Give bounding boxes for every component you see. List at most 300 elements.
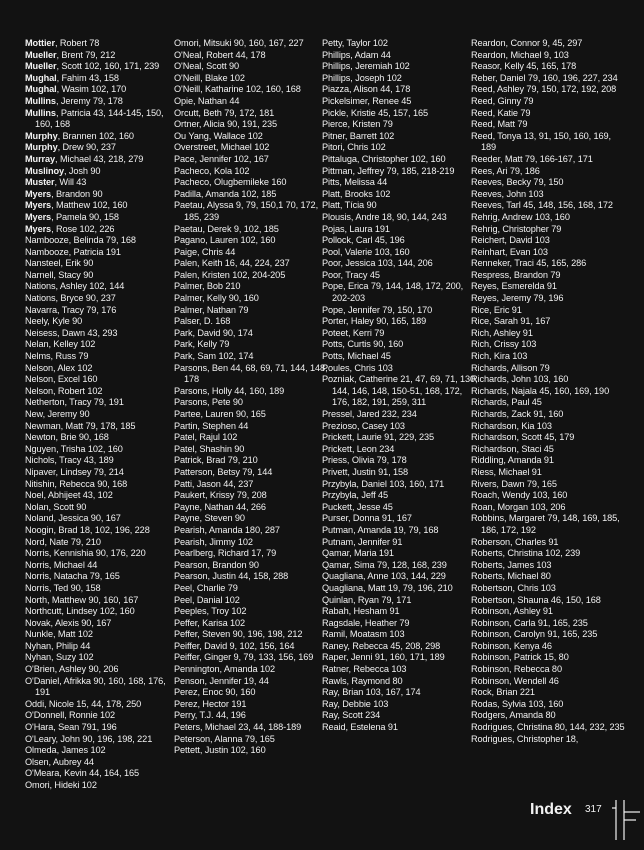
index-entry — [174, 722, 331, 734]
index-entry — [322, 687, 479, 699]
index-entry — [322, 699, 479, 711]
index-entry — [25, 421, 182, 433]
page-number: 317 — [585, 804, 602, 815]
index-entry — [322, 467, 479, 479]
index-entry — [25, 676, 182, 699]
entry-text: Ray, Scott 234 — [322, 710, 381, 721]
index-entry — [322, 409, 479, 421]
entry-text: O'Hara, Sean 791, 196 — [25, 722, 117, 733]
index-entry — [174, 734, 331, 746]
index-entry — [25, 374, 182, 386]
entry-text: Nguyen, Trisha 102, 160 — [25, 443, 123, 454]
entry-text: Pojas, Laura 191 — [322, 223, 390, 234]
entry-text: Richards, Allison 79 — [471, 362, 550, 373]
index-entry — [471, 200, 628, 212]
entry-text: Renneker, Traci 45, 165, 286 — [471, 258, 587, 269]
entry-text: Porter, Haley 90, 165, 189 — [322, 316, 427, 327]
index-entry — [25, 757, 182, 769]
entry-text: , Rose 102, 226 — [51, 223, 115, 234]
entry-text: Pope, Jennifer 79, 150, 170 — [322, 304, 433, 315]
index-entry — [174, 316, 331, 328]
entry-text: Pagano, Lauren 102, 160 — [174, 235, 276, 246]
index-entry — [25, 560, 182, 572]
index-column-1 — [25, 38, 182, 792]
index-entry — [174, 548, 331, 560]
index-entry — [471, 560, 628, 572]
entry-surname: Mughal — [25, 72, 57, 83]
index-entry — [322, 618, 479, 630]
index-entry — [471, 316, 628, 328]
index-entry — [25, 664, 182, 676]
entry-surname: Muslinoy — [25, 165, 65, 176]
entry-text: Richards, Zack 91, 160 — [471, 409, 564, 419]
entry-text: O'Leary, John 90, 196, 198, 221 — [25, 733, 153, 744]
entry-text: Rice, Eric 91 — [471, 304, 522, 315]
index-entry — [471, 537, 628, 549]
entry-text: Roan, Morgan 103, 206 — [471, 501, 566, 512]
entry-text: Rodrigues, Christina 80, 144, 232, 235 — [471, 722, 625, 733]
entry-text: Nations, Ashley 102, 144 — [25, 281, 125, 292]
index-entry — [322, 38, 479, 50]
index-entry — [174, 421, 331, 433]
index-entry — [174, 397, 331, 409]
index-entry — [471, 293, 628, 305]
entry-text: Parsons, Holly 44, 160, 189 — [174, 385, 285, 396]
index-entry — [471, 38, 628, 50]
index-entry — [25, 96, 182, 108]
index-entry — [25, 548, 182, 560]
entry-text: Paige, Chris 44 — [174, 246, 236, 257]
index-entry — [322, 142, 479, 154]
entry-text: Reeves, Becky 79, 150 — [471, 177, 564, 188]
index-entry — [471, 455, 628, 467]
index-entry — [25, 525, 182, 537]
index-entry — [322, 61, 479, 73]
index-entry — [471, 131, 628, 154]
index-entry — [322, 421, 479, 433]
index-entry — [322, 270, 479, 282]
entry-text: Olsen, Aubrey 44 — [25, 756, 94, 767]
entry-text: Petty, Taylor 102 — [322, 38, 388, 48]
index-entry — [174, 293, 331, 305]
entry-text: Newman, Matt 79, 178, 185 — [25, 420, 136, 431]
entry-text: Paukert, Krissy 79, 208 — [174, 490, 267, 501]
entry-text: O'Brien, Ashley 90, 206 — [25, 664, 119, 675]
index-entry — [471, 710, 628, 722]
index-entry — [322, 305, 479, 317]
index-entry — [25, 224, 182, 236]
index-entry — [25, 38, 182, 50]
index-entry — [471, 513, 628, 536]
entry-text: O'Neal, Robert 44, 178 — [174, 49, 266, 60]
entry-text: Rich, Ashley 91 — [471, 327, 533, 338]
entry-text: Pittman, Jeffrey 79, 185, 218-219 — [322, 165, 455, 176]
index-entry — [25, 212, 182, 224]
entry-text: Pennington, Amanda 102 — [174, 664, 275, 675]
index-entry — [25, 235, 182, 247]
entry-text: Robinson, Ashley 91 — [471, 606, 553, 617]
entry-text: Nyhan, Suzy 102 — [25, 652, 94, 663]
entry-text: Payne, Nathan 44, 266 — [174, 501, 266, 512]
entry-text: Pace, Jennifer 102, 167 — [174, 153, 269, 164]
index-entry — [25, 710, 182, 722]
entry-surname: Murray — [25, 153, 56, 164]
index-entry — [471, 629, 628, 641]
entry-text: Nyhan, Philip 44 — [25, 640, 91, 651]
index-entry — [174, 270, 331, 282]
index-entry — [174, 200, 331, 223]
entry-text: Ragsdale, Heather 79 — [322, 617, 410, 628]
index-entry — [174, 699, 331, 711]
entry-text: Rice, Sarah 91, 167 — [471, 316, 551, 327]
entry-text: Pacheco, Olugbemileke 160 — [174, 177, 287, 188]
index-entry — [471, 363, 628, 375]
index-entry — [25, 583, 182, 595]
entry-text: Park, Sam 102, 174 — [174, 351, 254, 362]
entry-text: Partin, Stephen 44 — [174, 420, 249, 431]
page-footer — [530, 800, 640, 840]
entry-text: Richardson, Staci 45 — [471, 443, 554, 454]
index-entry — [471, 490, 628, 502]
entry-text: Roberts, James 103 — [471, 559, 552, 570]
entry-text: Robinson, Rebecca 80 — [471, 664, 562, 675]
entry-surname: Mottier — [25, 38, 55, 48]
index-entry — [471, 618, 628, 630]
entry-text: Reed, Ashley 79, 150, 172, 192, 208 — [471, 84, 617, 95]
index-entry — [471, 432, 628, 444]
entry-text: O'Neill, Blake 102 — [174, 72, 245, 83]
entry-text: Pittaluga, Christopher 102, 160 — [322, 153, 446, 164]
entry-text: , Matthew 102, 160 — [51, 200, 128, 211]
entry-text: Reeves, Tarl 45, 148, 156, 168, 172 — [471, 200, 613, 211]
index-entry — [471, 571, 628, 583]
entry-text: Oddi, Nicole 15, 44, 178, 250 — [25, 698, 142, 709]
index-entry — [322, 84, 479, 96]
entry-text: Overstreet, Michael 102 — [174, 142, 270, 153]
entry-text: Priess, Olivia 79, 178 — [322, 455, 407, 466]
index-column-3 — [322, 38, 479, 734]
entry-text: Park, David 90, 174 — [174, 327, 253, 338]
index-entry — [471, 595, 628, 607]
entry-text: Qamar, Sima 79, 128, 168, 239 — [322, 559, 447, 570]
entry-text: , Brandon 90 — [51, 188, 103, 199]
entry-text: Nelms, Russ 79 — [25, 351, 89, 362]
index-entry — [174, 629, 331, 641]
entry-text: Pearlberg, Richard 17, 79 — [174, 548, 277, 559]
entry-text: Rawls, Raymond 80 — [322, 675, 403, 686]
index-entry — [322, 131, 479, 143]
entry-text: Pickle, Kristie 45, 157, 165 — [322, 107, 428, 118]
index-entry — [25, 397, 182, 409]
index-entry — [322, 351, 479, 363]
entry-text: Rodas, Sylvia 103, 160 — [471, 698, 564, 709]
index-entry — [322, 513, 479, 525]
index-entry — [25, 490, 182, 502]
entry-text: Ou Yang, Wallace 102 — [174, 130, 263, 141]
index-entry — [25, 281, 182, 293]
index-entry — [25, 61, 182, 73]
entry-text: Reber, Daniel 79, 160, 196, 227, 234 — [471, 72, 618, 83]
index-entry — [174, 432, 331, 444]
index-entry — [174, 61, 331, 73]
entry-text: Robinson, Carla 91, 165, 235 — [471, 617, 588, 628]
entry-text: Phillips, Adam 44 — [322, 49, 391, 60]
index-entry — [471, 73, 628, 85]
entry-text: Paetau, Alyssa 9, 79, 150,1 70, 172, 185, 239 — [174, 200, 319, 222]
entry-text: O'Donnell, Ronnie 102 — [25, 710, 116, 721]
entry-text: Neely, Kyle 90 — [25, 316, 83, 327]
index-entry — [174, 189, 331, 201]
entry-text: Pickelsimer, Renee 45 — [322, 95, 412, 106]
entry-text: Pitori, Chris 102 — [322, 142, 386, 153]
index-entry — [174, 339, 331, 351]
entry-text: Nunkle, Matt 102 — [25, 629, 93, 640]
entry-text: Rock, Brian 221 — [471, 687, 535, 698]
entry-text: Omori, Mitsuki 90, 160, 167, 227 — [174, 38, 304, 48]
entry-text: Potts, Curtis 90, 160 — [322, 339, 404, 350]
index-entry — [174, 38, 331, 50]
entry-text: Peel, Charlie 79 — [174, 582, 238, 593]
index-entry — [471, 212, 628, 224]
entry-text: Robertson, Shauna 46, 150, 168 — [471, 594, 601, 605]
index-entry — [471, 305, 628, 317]
index-entry — [25, 363, 182, 375]
entry-text: Navarra, Tracy 79, 176 — [25, 304, 117, 315]
index-entry — [25, 699, 182, 711]
entry-text: Rodrigues, Christopher 18, — [471, 733, 579, 744]
index-entry — [471, 339, 628, 351]
entry-text: O'Meara, Kevin 44, 164, 165 — [25, 768, 139, 779]
index-entry — [174, 131, 331, 143]
entry-text: Pearish, Amanda 180, 287 — [174, 524, 280, 535]
entry-text: Poules, Chris 103 — [322, 362, 393, 373]
index-entry — [25, 618, 182, 630]
index-entry — [471, 84, 628, 96]
index-entry — [322, 676, 479, 688]
entry-text: O'Neill, Katharine 102, 160, 168 — [174, 84, 301, 95]
entry-text: Qamar, Maria 191 — [322, 548, 394, 559]
index-entry — [25, 50, 182, 62]
index-entry — [174, 305, 331, 317]
entry-text: Raper, Jenni 91, 160, 171, 189 — [322, 652, 445, 663]
index-entry — [471, 676, 628, 688]
index-entry — [471, 166, 628, 178]
entry-text: Rees, Ari 79, 186 — [471, 165, 540, 176]
entry-text: Rehrig, Andrew 103, 160 — [471, 211, 570, 222]
index-entry — [471, 281, 628, 293]
entry-text: Payne, Steven 90 — [174, 513, 245, 524]
index-entry — [322, 664, 479, 676]
index-entry — [322, 560, 479, 572]
entry-text: Rich, Crissy 103 — [471, 339, 537, 350]
entry-text: O'Neal, Scott 90 — [174, 61, 240, 72]
index-entry — [322, 629, 479, 641]
index-entry — [322, 50, 479, 62]
index-entry — [25, 189, 182, 201]
entry-text: Park, Kelly 79 — [174, 339, 230, 350]
entry-text: Richardson, Scott 45, 179 — [471, 432, 575, 443]
entry-text: Nations, Bryce 90, 237 — [25, 293, 116, 304]
entry-text: Rabah, Hesham 91 — [322, 606, 400, 617]
index-entry — [174, 710, 331, 722]
entry-text: Reinhart, Evan 103 — [471, 246, 548, 257]
entry-text: Padilla, Amanda 102, 185 — [174, 188, 277, 199]
index-entry — [174, 247, 331, 259]
index-entry — [471, 409, 628, 421]
index-entry — [471, 61, 628, 73]
entry-text: Peffer, Steven 90, 196, 198, 212 — [174, 629, 303, 640]
entry-text: Robinson, Carolyn 91, 165, 235 — [471, 629, 598, 640]
entry-text: Przybyla, Daniel 103, 160, 171 — [322, 478, 445, 489]
index-entry — [322, 154, 479, 166]
index-entry — [174, 50, 331, 62]
index-entry — [471, 270, 628, 282]
entry-text: Nelson, Robert 102 — [25, 385, 103, 396]
entry-text: Roach, Wendy 103, 160 — [471, 490, 568, 501]
index-entry — [25, 479, 182, 491]
entry-text: Pacheco, Kola 102 — [174, 165, 250, 176]
entry-text: Peel, Danial 102 — [174, 594, 240, 605]
entry-text: Parsons, Ben 44, 68, 69, 71, 144, 148, 178 — [174, 362, 328, 385]
index-entry — [25, 432, 182, 444]
index-entry — [174, 84, 331, 96]
index-entry — [471, 247, 628, 259]
index-entry — [174, 571, 331, 583]
entry-text: Norris, Michael 44 — [25, 559, 98, 570]
entry-text: Richards, John 103, 160 — [471, 374, 569, 385]
entry-text: Roberts, Michael 80 — [471, 571, 551, 582]
index-entry — [25, 316, 182, 328]
index-entry — [25, 305, 182, 317]
entry-text: Reasor, Kelly 45, 165, 178 — [471, 61, 577, 72]
index-entry — [25, 200, 182, 212]
index-entry — [471, 96, 628, 108]
index-entry — [322, 606, 479, 618]
index-entry — [322, 316, 479, 328]
entry-text: Narnell, Stacy 90 — [25, 269, 94, 280]
index-entry — [25, 745, 182, 757]
index-entry — [25, 409, 182, 421]
entry-text: Pope, Erica 79, 144, 148, 172, 200, 202-203 — [322, 281, 464, 304]
entry-text: Nambooze, Patricia 191 — [25, 246, 121, 257]
entry-text: Palser, D. 168 — [174, 316, 231, 327]
entry-text: Nipaver, Lindsey 79, 214 — [25, 466, 124, 477]
entry-text: Quinlan, Ryan 79, 171 — [322, 594, 412, 605]
entry-text: Puckett, Jesse 45 — [322, 501, 393, 512]
entry-text: Robertson, Chris 103 — [471, 582, 556, 593]
entry-text: Przybyla, Jeff 45 — [322, 490, 389, 501]
entry-text: Patel, Shashin 90 — [174, 443, 245, 454]
entry-text: Nolan, Scott 90 — [25, 501, 87, 512]
entry-text: Putnam, Jennifer 91 — [322, 536, 403, 547]
entry-text: Pearson, Brandon 90 — [174, 559, 259, 570]
index-entry — [471, 606, 628, 618]
entry-text: Patterson, Betsy 79, 144 — [174, 466, 273, 477]
entry-surname: Myers — [25, 200, 52, 211]
entry-text: Putman, Amanda 19, 79, 168 — [322, 524, 439, 535]
index-entry — [25, 652, 182, 664]
entry-text: Pierce, Kristen 79 — [322, 119, 393, 130]
entry-text: Norris, Ted 90, 158 — [25, 582, 101, 593]
index-entry — [322, 490, 479, 502]
entry-text: Reed, Ginny 79 — [471, 95, 534, 106]
entry-text: Patrick, Brad 79, 210 — [174, 455, 258, 466]
entry-text: Privett, Justin 91, 158 — [322, 466, 409, 477]
index-entry — [174, 676, 331, 688]
index-entry — [174, 467, 331, 479]
entry-text: Pearish, Jimmy 102 — [174, 536, 253, 547]
index-entry — [174, 560, 331, 572]
entry-text: Richardson, Kia 103 — [471, 420, 552, 431]
index-entry — [322, 258, 479, 270]
index-entry — [322, 281, 479, 304]
entry-text: Orcutt, Beth 79, 172, 181 — [174, 107, 275, 118]
index-entry — [25, 768, 182, 780]
index-entry — [322, 525, 479, 537]
index-entry — [25, 537, 182, 549]
index-entry — [471, 467, 628, 479]
index-entry — [25, 339, 182, 351]
entry-text: Palmer, Bob 210 — [174, 281, 241, 292]
index-entry — [471, 386, 628, 398]
entry-text: Phillips, Joseph 102 — [322, 72, 402, 83]
entry-text: Norris, Natacha 79, 165 — [25, 571, 120, 582]
entry-text: Noogin, Brad 18, 102, 196, 228 — [25, 524, 150, 535]
index-entry — [322, 479, 479, 491]
index-entry — [174, 618, 331, 630]
entry-text: Plousis, Andre 18, 90, 144, 243 — [322, 211, 447, 222]
index-entry — [25, 734, 182, 746]
index-label: Index — [530, 801, 572, 818]
index-entry — [174, 687, 331, 699]
entry-text: Olmeda, James 102 — [25, 745, 106, 756]
index-entry — [471, 583, 628, 595]
entry-text: Perez, Hector 191 — [174, 698, 247, 709]
entry-surname: Muster — [25, 177, 55, 188]
index-entry — [174, 328, 331, 340]
index-entry — [25, 455, 182, 467]
entry-text: Peeples, Troy 102 — [174, 606, 247, 617]
index-entry — [471, 641, 628, 653]
index-entry — [174, 502, 331, 514]
entry-text: Palmer, Nathan 79 — [174, 304, 249, 315]
index-entry — [471, 50, 628, 62]
entry-surname: Myers — [25, 188, 52, 199]
index-entry — [25, 73, 182, 85]
entry-text: Noel, Abhijeet 43, 102 — [25, 490, 113, 501]
index-entry — [25, 154, 182, 166]
index-entry — [174, 235, 331, 247]
entry-text: Ray, Debbie 103 — [322, 698, 389, 709]
entry-text: Riddling, Amanda 91 — [471, 455, 554, 466]
index-entry — [174, 513, 331, 525]
entry-text: Prickett, Leon 234 — [322, 443, 395, 454]
entry-surname: Mughal — [25, 84, 57, 95]
entry-text: Peiffer, David 9, 102, 156, 164 — [174, 640, 295, 651]
entry-text: , Robert 78 — [54, 38, 100, 48]
index-entry — [322, 166, 479, 178]
index-column-2 — [174, 38, 331, 757]
index-entry — [322, 374, 479, 409]
entry-text: Rehrig, Christopher 79 — [471, 223, 562, 234]
index-entry — [322, 73, 479, 85]
entry-surname: Mullins — [25, 95, 56, 106]
index-entry — [174, 583, 331, 595]
index-entry — [174, 664, 331, 676]
entry-text: , Fahim 43, 158 — [56, 72, 119, 83]
entry-text: Nelson, Alex 102 — [25, 362, 93, 373]
yearbook-logo-icon — [612, 800, 642, 840]
